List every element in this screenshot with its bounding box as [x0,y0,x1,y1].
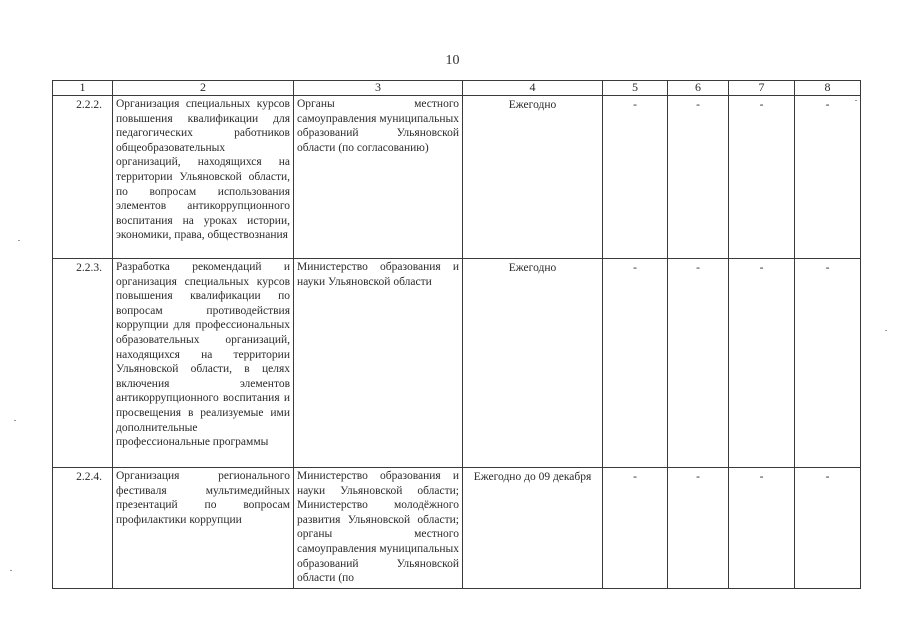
item-number: 2.2.2. [53,96,113,259]
cell-col8: - [795,96,861,259]
event-description: Организация регионального фестиваля мультимедийных презентаций по вопросам профилактики коррупции [113,468,294,589]
cell-col7: - [729,468,795,589]
column-header-6: 6 [668,81,729,96]
cell-col8: - [795,468,861,589]
cell-col7: - [729,96,795,259]
cell-col5: - [603,468,668,589]
column-header-2: 2 [113,81,294,96]
item-number: 2.2.4. [53,468,113,589]
cell-col7: - [729,259,795,468]
executor: Министерство образования и науки Ульяновской области; Министерство молодёжного развития Ульяновской области; органы местного самоуправления муниципальных образований Ульяновской области (по [294,468,463,589]
cell-col6: - [668,259,729,468]
cell-col5: - [603,96,668,259]
period: Ежегодно [463,259,603,468]
scan-speck [10,570,12,571]
column-header-3: 3 [294,81,463,96]
table-row [53,96,861,259]
executor: Органы местного самоуправления муниципальных образований Ульяновской области (по согласованию) [294,96,463,259]
item-number: 2.2.3. [53,259,113,468]
scan-speck [18,240,20,241]
cell-col6: - [668,468,729,589]
column-header-8: 8 [795,81,861,96]
table-row [53,259,861,468]
cell-col5: - [603,259,668,468]
measures-table [52,80,861,589]
scan-speck [855,100,857,101]
event-description: Разработка рекомендаций и организация специальных курсов повышения квалификации по вопросам противодействия коррупции для профессиональных образовательных организаций, находящихся на территории Ульяновской области, в целях включения элементов антикоррупционного воспитания и просвещения в реализуемые ими дополнительные профессиональные программы [113,259,294,468]
scan-speck [885,330,887,331]
table-row [53,468,861,589]
cell-col8: - [795,259,861,468]
period: Ежегодно [463,96,603,259]
scan-speck [14,420,16,421]
page-number: 10 [445,53,460,68]
header-row [53,81,861,96]
column-header-4: 4 [463,81,603,96]
period: Ежегодно до 09 декабря [463,468,603,589]
column-header-1: 1 [53,81,113,96]
cell-col6: - [668,96,729,259]
column-header-5: 5 [603,81,668,96]
column-header-7: 7 [729,81,795,96]
event-description: Организация специальных курсов повышения квалификации для педагогических работников общеобразовательных организаций, находящихся на территории Ульяновской области, по вопросам использования элементов антикоррупционного воспитания на уроках истории, экономики, права, обществознания [113,96,294,259]
executor: Министерство образования и науки Ульяновской области [294,259,463,468]
